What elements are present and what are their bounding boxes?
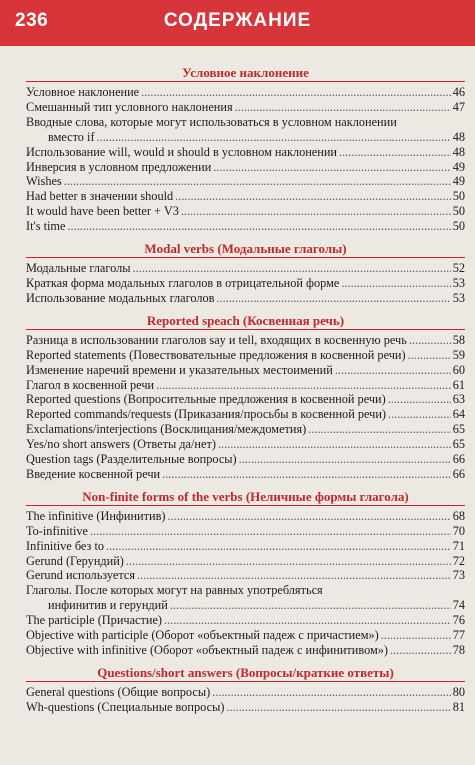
toc-entry[interactable] (26, 613, 465, 628)
toc-entry-page: 61 (452, 377, 465, 392)
leader-dots (335, 363, 451, 378)
toc-entry-label: The infinitive (Инфинитив) (26, 508, 166, 523)
toc-entry-page: 63 (452, 392, 465, 407)
toc-entry[interactable] (26, 160, 465, 175)
toc-entry[interactable] (26, 467, 465, 482)
toc-entry[interactable] (26, 174, 465, 189)
toc-entry-label: Objective with infinitive (Оборот «объектный падеж с инфинитивом») (26, 643, 389, 657)
toc-entry[interactable] (26, 539, 465, 554)
toc-entry-label: Изменение наречий времени и указательных местоимений (26, 362, 333, 377)
section-title: Условное наклонение (26, 65, 465, 82)
section-title: Non-finite forms of the verbs (Неличные формы глагола) (26, 489, 465, 506)
toc-entry-page: 65 (452, 422, 465, 437)
leader-dots (341, 276, 450, 291)
toc-entry[interactable] (26, 363, 465, 378)
toc-entry-label: General questions (Общие вопросы) (26, 684, 211, 699)
leader-dots (64, 174, 451, 189)
toc-entry[interactable] (26, 219, 465, 234)
toc-entry-page: 49 (452, 159, 465, 174)
toc-entry-page: 64 (452, 407, 465, 422)
page-header (0, 0, 475, 46)
toc-entry[interactable] (26, 276, 465, 291)
toc-entry-page: 50 (452, 204, 465, 219)
toc-entry-page: 46 (452, 85, 465, 99)
toc-entry[interactable] (26, 643, 465, 658)
leader-dots (67, 219, 450, 234)
toc-entry[interactable] (26, 189, 465, 204)
section-title: Modal verbs (Модальные глаголы) (26, 241, 465, 258)
leader-dots (97, 130, 451, 145)
toc-entry[interactable] (26, 452, 465, 467)
toc-entry[interactable] (26, 700, 465, 715)
toc-entry-page: 47 (452, 99, 465, 114)
leader-dots (126, 554, 451, 569)
toc-entry[interactable] (26, 333, 465, 348)
toc-entry-page: 73 (452, 568, 465, 583)
toc-entry[interactable] (26, 100, 465, 115)
toc-entry[interactable] (26, 554, 465, 569)
toc-entry-label: Условное наклонение (26, 85, 140, 99)
toc-entry-label: Глаголы. После которых могут на равных употребляться (26, 583, 323, 598)
toc-entry-label: Глагол в косвенной речи (26, 377, 155, 392)
toc-entry-label: Модальные глаголы (26, 261, 131, 276)
page-title: СОДЕРЖАНИЕ (163, 10, 312, 31)
toc-entry-label: Введение косвенной речи (26, 466, 161, 481)
toc-entry-page: 74 (452, 598, 465, 613)
leader-dots (409, 333, 451, 348)
toc-entry-label: It would have been better + V3 (26, 204, 179, 219)
toc-entry[interactable] (26, 204, 465, 219)
toc-entry-page: 48 (452, 144, 465, 159)
leader-dots (170, 598, 451, 613)
section-title: Questions/short answers (Вопросы/краткие ответы) (26, 665, 465, 682)
leader-dots (218, 437, 451, 452)
toc-entry-label: Смешанный тип условного наклонения (26, 99, 233, 114)
leader-dots (212, 685, 451, 700)
toc-entry-label: Использование will, would и should в условном наклонении (26, 144, 338, 159)
toc-entry-label: Инверсия в условном предложении (26, 159, 212, 174)
toc-entry[interactable] (26, 145, 465, 160)
toc-entry-page: 77 (452, 628, 465, 643)
toc-entry-label: Objective with participle (Оборот «объектный падеж с причастием») (26, 628, 379, 643)
toc-entry-label: It's time (26, 219, 66, 234)
toc-entry-page: 53 (452, 290, 465, 305)
leader-dots (216, 291, 450, 306)
leader-dots (167, 509, 450, 524)
leader-dots (226, 700, 450, 715)
leader-dots (137, 568, 451, 583)
toc-entry[interactable] (26, 524, 465, 539)
toc-entry-page: 66 (452, 452, 465, 467)
toc-entry-label: Reported statements (Повествовательные предложения в косвенной речи) (26, 347, 406, 362)
toc-entry-page: 72 (452, 553, 465, 568)
toc-entry[interactable] (26, 685, 465, 700)
toc-entry[interactable] (26, 437, 465, 452)
table-of-contents (0, 46, 475, 715)
toc-entry[interactable] (26, 348, 465, 363)
leader-dots (162, 467, 451, 482)
toc-entry[interactable] (26, 509, 465, 524)
toc-entry-label: Infinitive без to (26, 538, 105, 553)
toc-entry[interactable] (26, 291, 465, 306)
toc-entry-label: The participle (Причастие) (26, 613, 163, 628)
toc-entry[interactable] (26, 568, 465, 583)
leader-dots (141, 85, 451, 100)
toc-entry-label: Gerund используется (26, 568, 135, 583)
toc-entry-label: Разница в использовании глаголов say и tell, входящих в косвенную речь (26, 332, 407, 347)
toc-entry[interactable] (26, 115, 465, 145)
toc-entry-label: Reported questions (Вопросительные предложения в косвенной речи) (26, 392, 386, 407)
toc-entry-page: 65 (452, 437, 465, 452)
toc-entry-page: 68 (452, 508, 465, 523)
leader-dots (106, 539, 451, 554)
leader-dots (388, 407, 451, 422)
toc-entry[interactable] (26, 628, 465, 643)
toc-entry-page: 53 (452, 275, 465, 290)
leader-dots (164, 613, 451, 628)
toc-entry-page: 71 (452, 538, 465, 553)
toc-entry-page: 66 (452, 466, 465, 481)
leader-dots (239, 452, 451, 467)
leader-dots (235, 100, 451, 115)
toc-entry-label: Краткая форма модальных глаголов в отрицательной форме (26, 275, 340, 290)
toc-entry-page: 48 (452, 129, 465, 144)
leader-dots (388, 392, 451, 407)
leader-dots (181, 204, 451, 219)
toc-entry[interactable] (26, 583, 465, 613)
section-title: Reported speach (Косвенная речь) (26, 313, 465, 330)
leader-dots (339, 145, 451, 160)
toc-entry-page: 59 (452, 347, 465, 362)
toc-entry[interactable] (26, 422, 465, 437)
toc-entry[interactable] (26, 378, 465, 393)
toc-entry-label: Exclamations/interjections (Восклицания/междометия) (26, 422, 307, 437)
leader-dots (408, 348, 451, 363)
leader-dots (390, 643, 451, 658)
toc-entry-label: Question tags (Разделительные вопросы) (26, 452, 237, 467)
toc-entry-page: 60 (452, 362, 465, 377)
toc-entry-page: 58 (452, 332, 465, 347)
toc-entry-label: Had better в значении should (26, 189, 174, 204)
toc-entry-label: Yes/no short answers (Ответы да/нет) (26, 437, 216, 452)
toc-entry-label: Вводные слова, которые могут использоваться в условном наклонении (26, 114, 397, 129)
toc-entry-label-continued: инфинитив и герундий (48, 598, 168, 613)
toc-entry-label: Использование модальных глаголов (26, 290, 215, 305)
leader-dots (381, 628, 451, 643)
toc-entry-page: 70 (452, 523, 465, 538)
leader-dots (133, 261, 451, 276)
leader-dots (308, 422, 450, 437)
page-number: 236 (15, 10, 49, 31)
toc-entry-page: 50 (452, 189, 465, 204)
toc-entry-label-continued: вместо if (48, 129, 95, 144)
toc-entry-page: 78 (452, 643, 465, 657)
leader-dots (90, 524, 451, 539)
toc-entry-page: 50 (452, 219, 465, 234)
toc-entry-page: 81 (452, 699, 465, 714)
toc-entry-label: Wh-questions (Специальные вопросы) (26, 699, 225, 714)
toc-entry-page: 49 (452, 174, 465, 189)
toc-entry-label: To-infinitive (26, 523, 88, 538)
toc-entry[interactable] (26, 392, 465, 407)
toc-entry-label: Wishes (26, 174, 62, 189)
toc-entry[interactable] (26, 407, 465, 422)
toc-entry-page: 76 (452, 613, 465, 628)
toc-entry-page: 80 (452, 684, 465, 699)
toc-entry-page: 52 (452, 261, 465, 276)
toc-entry-label: Gerund (Герундий) (26, 553, 124, 568)
leader-dots (213, 160, 450, 175)
leader-dots (156, 378, 451, 393)
toc-entry[interactable] (26, 261, 465, 276)
toc-entry-label: Reported commands/requests (Приказания/просьбы в косвенной речи) (26, 407, 387, 422)
toc-entry[interactable] (26, 85, 465, 100)
leader-dots (175, 189, 451, 204)
